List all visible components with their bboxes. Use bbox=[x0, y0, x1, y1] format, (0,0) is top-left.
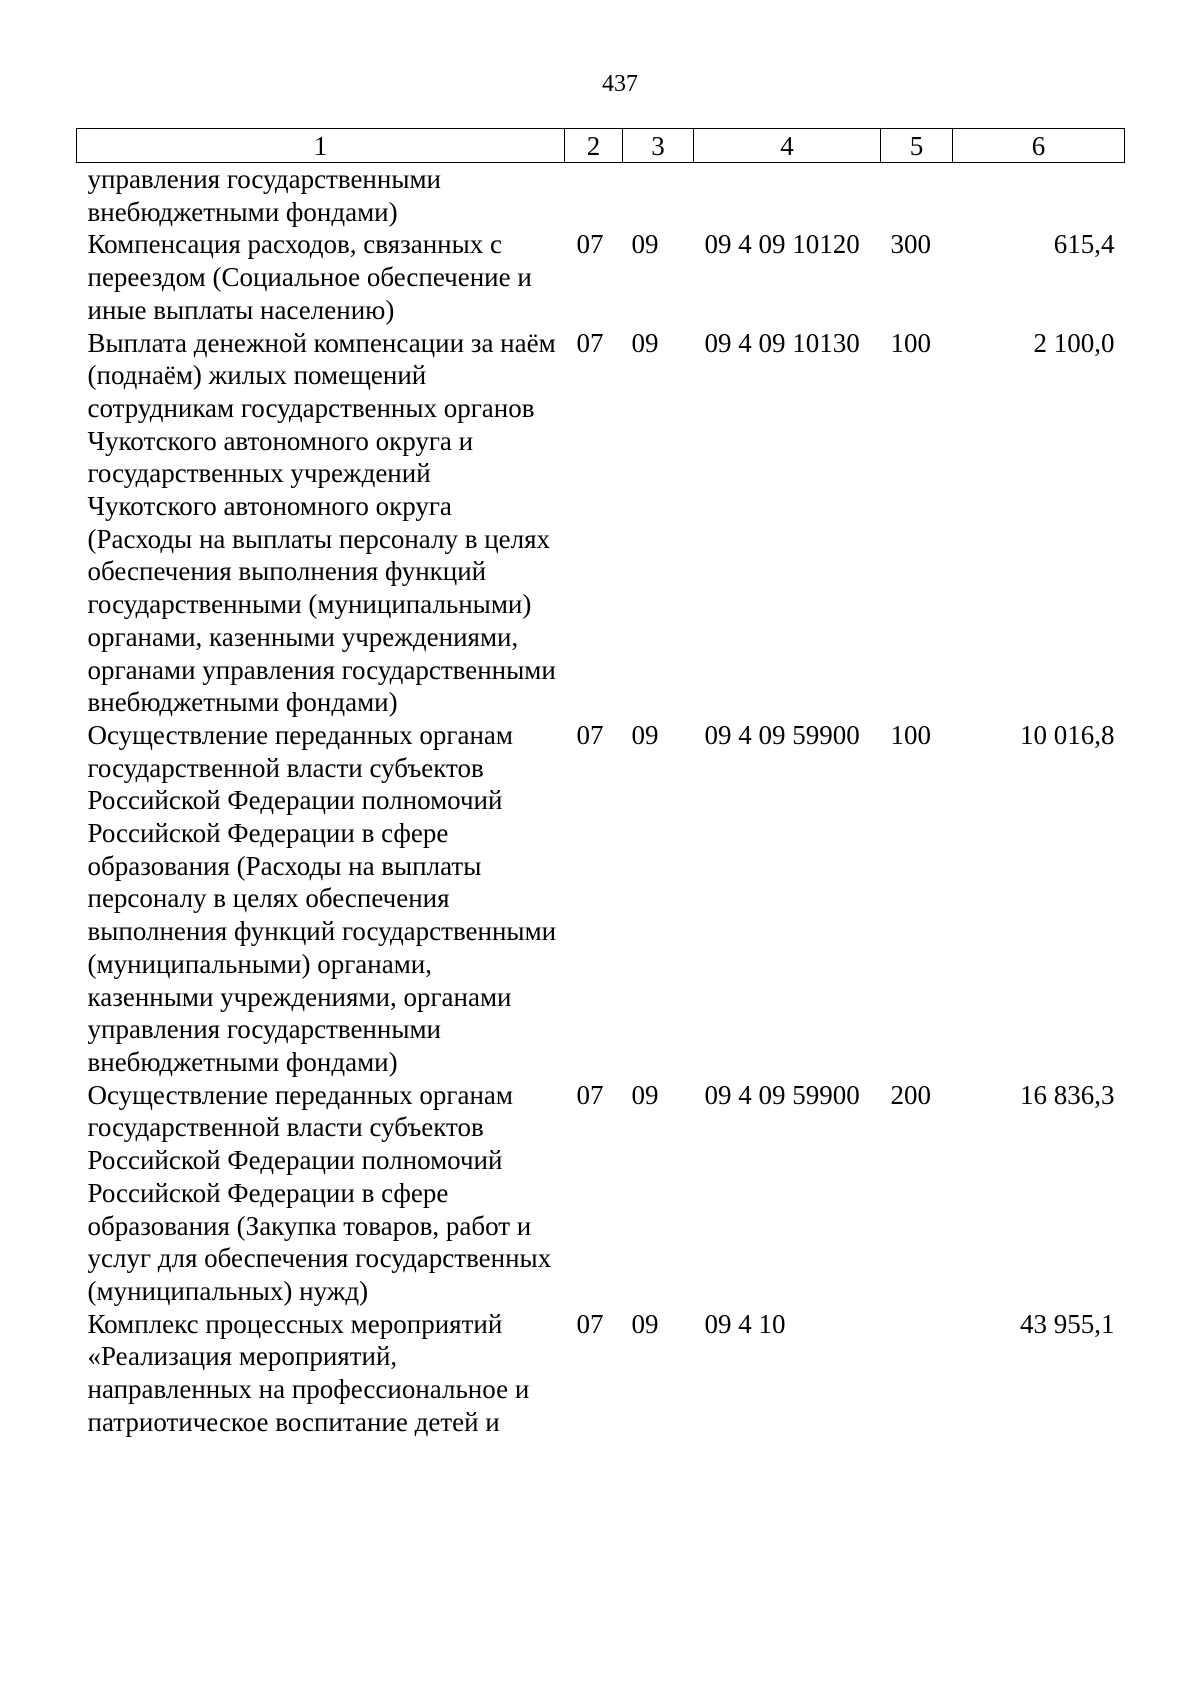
row-section: 07 bbox=[576, 1079, 604, 1110]
row-amount bbox=[953, 163, 1125, 229]
row-amount: 16 836,3 bbox=[1020, 1079, 1115, 1110]
row-section bbox=[565, 163, 623, 229]
row-name: управления государственными внебюджетными фондами) bbox=[87, 164, 442, 227]
row-expense-type: 300 bbox=[890, 229, 931, 260]
budget-table bbox=[76, 128, 1125, 1438]
row-name: Выплата денежной компенсации за наём (поднаём) жилых помещений сотрудникам государственных органов Чукотского автономного округа и государственных учреждений Чукотского автономного округа (Расходы на выплаты персоналу в целях обеспечения выполнения функций государственными (муниципальными) органами, казенными учреждениями, органами управления государственными внебюджетными фондами) bbox=[87, 327, 556, 718]
row-name: Компенсация расходов, связанных с переездом (Социальное обеспечение и иные выплаты населению) bbox=[87, 229, 532, 325]
row-amount: 2 100,0 bbox=[1033, 327, 1115, 358]
row-subsection: 09 bbox=[631, 229, 659, 260]
row-amount: 10 016,8 bbox=[1020, 719, 1115, 750]
row-name: Осуществление переданных органам государственной власти субъектов Российской Федерации полномочий Российской Федерации в сфере образования (Расходы на выплаты персоналу в целях обеспечения выполнения функций государственными (муниципальными) органами, казенными учреждениями, органами управления государственными внебюджетными фондами) bbox=[87, 719, 557, 1077]
row-subsection: 09 bbox=[631, 1079, 659, 1110]
row-section: 07 bbox=[576, 719, 604, 750]
row-code: 09 4 09 10130 bbox=[704, 327, 860, 358]
table-row bbox=[77, 228, 1125, 326]
row-section: 07 bbox=[576, 327, 604, 358]
header-col-4: 4 bbox=[694, 129, 881, 163]
row-code: 09 4 09 59900 bbox=[704, 719, 860, 750]
row-name: Комплекс процессных мероприятий «Реализация мероприятий, направленных на профессиональное и патриотическое воспитание детей и bbox=[87, 1308, 530, 1437]
row-section: 07 bbox=[576, 1308, 604, 1339]
row-subsection: 09 bbox=[631, 1308, 659, 1339]
table-row bbox=[77, 719, 1125, 1079]
row-expense-type bbox=[881, 1308, 953, 1439]
row-subsection: 09 bbox=[631, 327, 659, 358]
row-expense-type: 200 bbox=[890, 1079, 931, 1110]
row-section: 07 bbox=[576, 229, 604, 260]
header-col-3: 3 bbox=[623, 129, 694, 163]
row-code bbox=[694, 163, 881, 229]
row-amount: 615,4 bbox=[1053, 229, 1115, 260]
row-code: 09 4 10 bbox=[704, 1308, 786, 1339]
page-number: 437 bbox=[602, 71, 638, 97]
header-col-6: 6 bbox=[953, 129, 1125, 163]
row-subsection bbox=[623, 163, 694, 229]
table-row bbox=[77, 1079, 1125, 1308]
row-expense-type bbox=[881, 163, 953, 229]
header-col-1: 1 bbox=[77, 129, 565, 163]
row-amount: 43 955,1 bbox=[1020, 1308, 1115, 1339]
row-expense-type: 100 bbox=[890, 719, 931, 750]
row-name: Осуществление переданных органам государственной власти субъектов Российской Федерации полномочий Российской Федерации в сфере образования (Закупка товаров, работ и услуг для обеспечения государственных (муниципальных) нужд) bbox=[87, 1079, 552, 1306]
header-col-2: 2 bbox=[565, 129, 623, 163]
table-header-row bbox=[77, 129, 1125, 163]
table-row bbox=[77, 1308, 1125, 1439]
row-subsection: 09 bbox=[631, 719, 659, 750]
table-row bbox=[77, 163, 1125, 229]
header-col-5: 5 bbox=[881, 129, 953, 163]
row-code: 09 4 09 10120 bbox=[704, 229, 860, 260]
row-code: 09 4 09 59900 bbox=[704, 1079, 860, 1110]
row-expense-type: 100 bbox=[890, 327, 931, 358]
table-row bbox=[77, 327, 1125, 719]
